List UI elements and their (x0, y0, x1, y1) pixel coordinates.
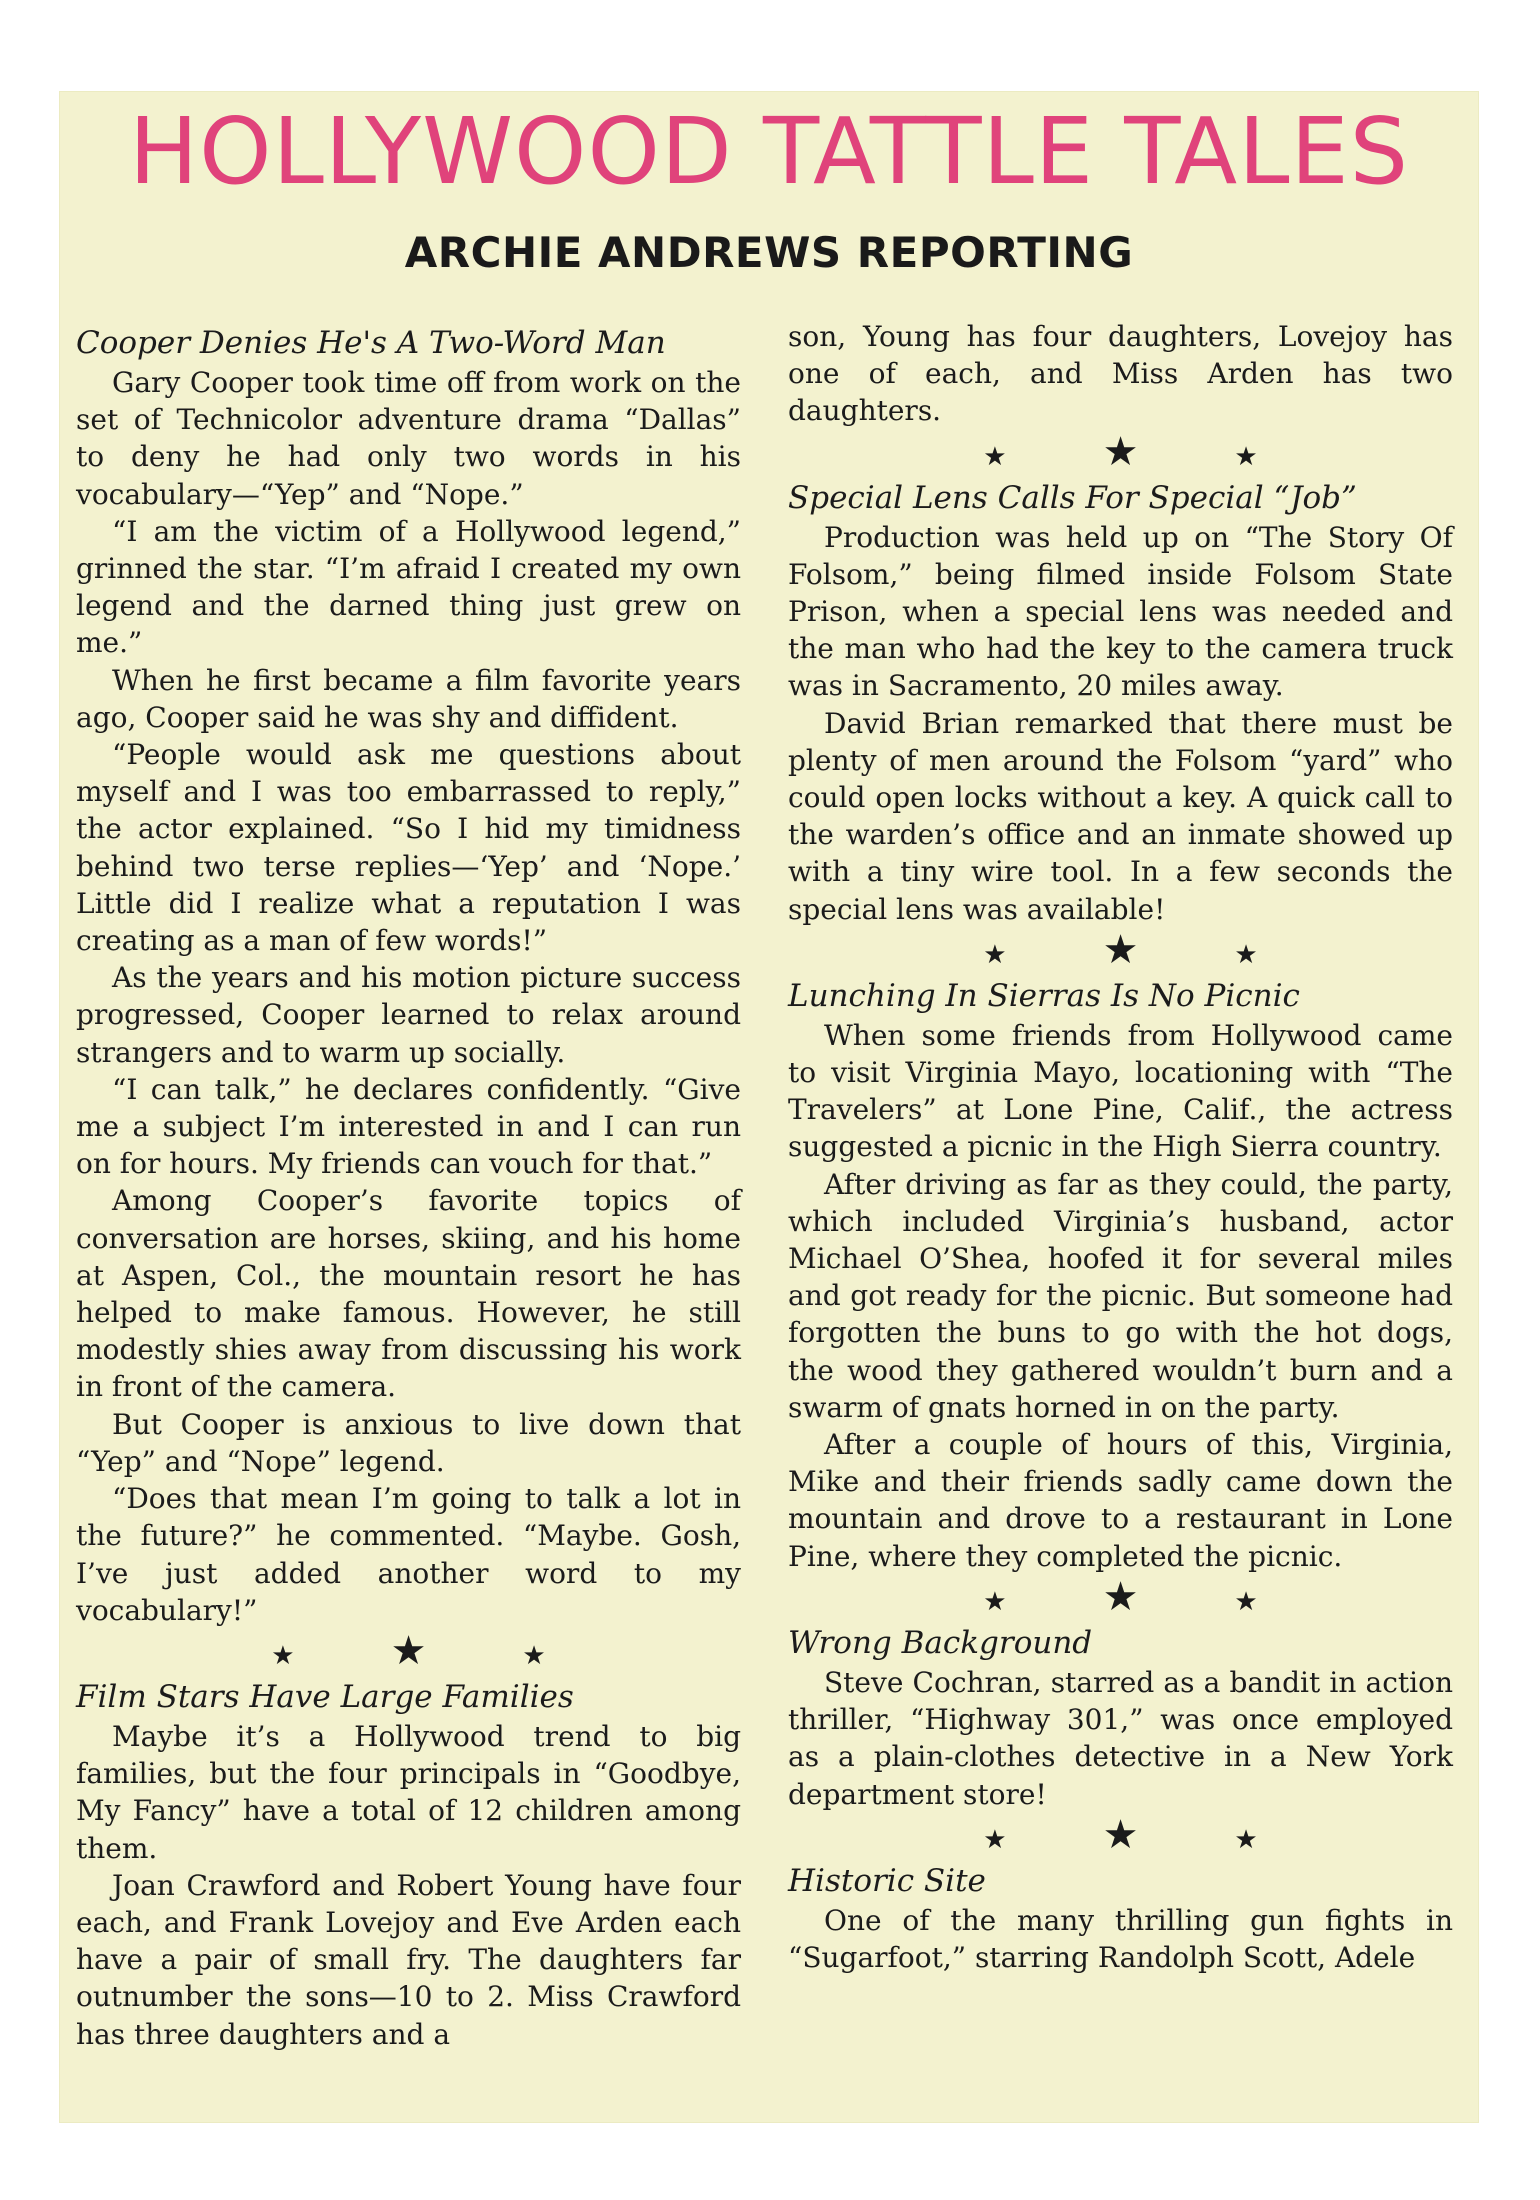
star-separator (788, 430, 1453, 479)
article-families (76, 1678, 741, 2053)
star-separator (788, 1575, 1453, 1624)
article-sierras (788, 977, 1453, 1575)
star-icon: ★ (983, 939, 1007, 970)
article-paragraph: David Brian remarked that there must be plenty of men around the Folsom “yard” who could open locks without a key. A quick call to the warden’s office and an inmate showed up with a tiny wire tool. In a few seconds the special lens was available! (788, 706, 1453, 926)
star-icon: ★ (1234, 1824, 1258, 1855)
article-paragraph: “I am the victim of a Hollywood legend,” grinned the star. “I’m afraid I created my own legend and the darned thing just grew on me.” (76, 514, 741, 660)
article-paragraph: “People would ask me questions about myself and I was too embarrassed to reply,” the actor explained. “So I hid my timidness behind two terse replies—‘Yep’ and ‘Nope.’ Little did I realize what a reputation I was creating as a man of few words!” (76, 738, 741, 958)
page-subtitle: ARCHIE ANDREWS REPORTING (404, 228, 1134, 277)
article-paragraph: After a couple of hours of this, Virginia, Mike and their friends sadly came down the mountain and drove to a restaurant in Lone Pine, where they completed the picnic. (788, 1428, 1453, 1573)
article-heading: Historic Site (788, 1862, 986, 1899)
article-heading: Cooper Denies He's A Two-Word Man (76, 325, 666, 361)
star-icon: ★ (983, 1586, 1007, 1617)
star-separator (788, 1813, 1453, 1862)
article-paragraph: As the years and his motion picture success progressed, Cooper learned to relax around strangers and to warm up socially. (76, 961, 741, 1069)
star-icon: ★ (1102, 1811, 1139, 1858)
article-paragraph: Joan Crawford and Robert Young have four each, and Frank Lovejoy and Eve Arden each have a pair of small fry. The daughters far outnumber the sons—10 to 2. Miss Crawford has three daughters and a (76, 1868, 741, 2051)
article-historic-site (788, 1862, 1453, 1976)
star-icon: ★ (1102, 926, 1139, 973)
star-separator (76, 1629, 741, 1678)
article-paragraph: After driving as far as they could, the party, which included Virginia’s husband, actor Michael O’Shea, hoofed it for several miles and got ready for the picnic. But someone had forgotten the buns to go with the hot dogs, the wood they gathered wouldn’t burn and a swarm of gnats horned in on the party. (788, 1167, 1453, 1424)
star-icon: ★ (271, 1640, 295, 1671)
left-column (76, 324, 741, 2053)
article-heading: Special Lens Calls For Special “Job” (788, 479, 1357, 516)
star-icon: ★ (1234, 441, 1258, 472)
article-continuation: son, Young has four daughters, Lovejoy has one of each, and Miss Arden has two daughters. (788, 320, 1453, 428)
article-paragraph: When he first became a film favorite years ago, Cooper said he was shy and diffident. (76, 663, 741, 734)
article-paragraph: Gary Cooper took time off from work on the set of Technicolor adventure drama “Dallas” to deny he had only two words in his vocabulary—“Yep” and “Nope.” (76, 366, 741, 511)
star-icon: ★ (522, 1640, 546, 1671)
page-title: HOLLYWOOD TATTLE TALES (129, 98, 1409, 205)
article-paragraph: “I can talk,” he declares confidently. “Give me a subject I’m interested in and I can run on for hours. My friends can vouch for that.” (76, 1072, 741, 1181)
article-paragraph: Steve Cochran, starred as a bandit in action thriller, “Highway 301,” was once employed as a plain-clothes detective in a New York department store! (788, 1665, 1453, 1811)
article-heading: Film Stars Have Large Families (76, 1678, 574, 1715)
star-icon: ★ (983, 1824, 1007, 1855)
article-paragraph: When some friends from Hollywood came to visit Virginia Mayo, locationing with “The Travelers” at Lone Pine, Calif., the actress suggested a picnic in the High Sierra country. (788, 1018, 1453, 1164)
article-heading: Wrong Background (788, 1624, 1093, 1661)
article-paragraph: Maybe it’s a Hollywood trend to big families, but the four principals in “Goodbye, My Fancy” have a total of 12 children among them. (76, 1719, 741, 1865)
star-icon: ★ (390, 1627, 427, 1674)
article-special-lens (788, 479, 1453, 928)
star-icon: ★ (1102, 428, 1139, 475)
article-paragraph: One of the many thrilling gun fights in “Sugarfoot,” starring Randolph Scott, Adele (788, 1903, 1453, 1974)
right-column (788, 318, 1453, 1976)
star-icon: ★ (1102, 1573, 1139, 1620)
star-separator (788, 928, 1453, 977)
star-icon: ★ (1234, 939, 1258, 970)
star-icon: ★ (983, 441, 1007, 472)
magazine-page (60, 92, 1478, 2122)
article-paragraph: Production was held up on “The Story Of Folsom,” being filmed inside Folsom State Prison, when a special lens was needed and the man who had the key to the camera truck was in Sacramento, 20 miles away. (788, 520, 1453, 703)
article-paragraph: “Does that mean I’m going to talk a lot in the future?” he commented. “Maybe. Gosh, I’ve just added another word to my vocabulary!” (76, 1482, 741, 1627)
article-wrong-background (788, 1624, 1453, 1813)
article-cooper (76, 324, 741, 1629)
article-heading: Lunching In Sierras Is No Picnic (788, 977, 1300, 1014)
article-paragraph: But Cooper is anxious to live down that “Yep” and “Nope” legend. (76, 1407, 741, 1478)
star-icon: ★ (1234, 1586, 1258, 1617)
article-paragraph: Among Cooper’s favorite topics of conversation are horses, skiing, and his home at Aspen, Col., the mountain resort he has helped to make famous. However, he still modestly shies away from discussing his work in front of the camera. (76, 1184, 741, 1404)
